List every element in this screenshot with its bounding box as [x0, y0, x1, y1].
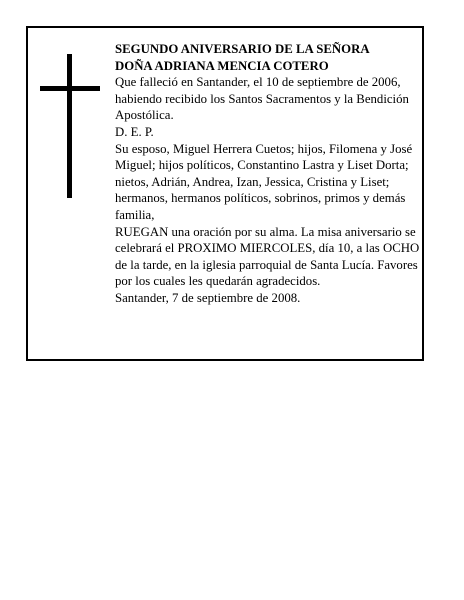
notice-heading-line-2: DOÑA ADRIANA MENCIA COTERO	[115, 58, 329, 73]
death-paragraph: Que falleció en Santander, el 10 de septiembre de 2006, habiendo recibido los Santos Sacramentos y la Bendición Apostólica.	[115, 75, 409, 123]
cross-horizontal-bar	[40, 86, 100, 91]
cross-icon	[40, 54, 100, 198]
notice-heading-line-1: SEGUNDO ANIVERSARIO DE LA SEÑORA	[115, 42, 370, 56]
family-paragraph: Su esposo, Miguel Herrera Cuetos; hijos, Filomena y José Miguel; hijos políticos, Constantino Lastra y Liset Dorta; nietos, Adrián, Andrea, Izan, Jessica, Cristina y Liset; hermanos, hermanos políticos, sobrinos, primos y demás familia,	[115, 141, 413, 222]
dep-line: D. E. P.	[115, 124, 154, 139]
cross-vertical-bar	[67, 54, 72, 198]
obituary-notice-box	[26, 26, 424, 361]
notice-text-block	[115, 41, 425, 307]
place-date-line: Santander, 7 de septiembre de 2008.	[115, 290, 301, 305]
mass-paragraph: RUEGAN una oración por su alma. La misa aniversario se celebrará el PROXIMO MIERCOLES, día 10, a las OCHO de la tarde, en la iglesia parroquial de Santa Lucía. Favores por los cuales les quedarán agradecidos.	[115, 224, 420, 289]
